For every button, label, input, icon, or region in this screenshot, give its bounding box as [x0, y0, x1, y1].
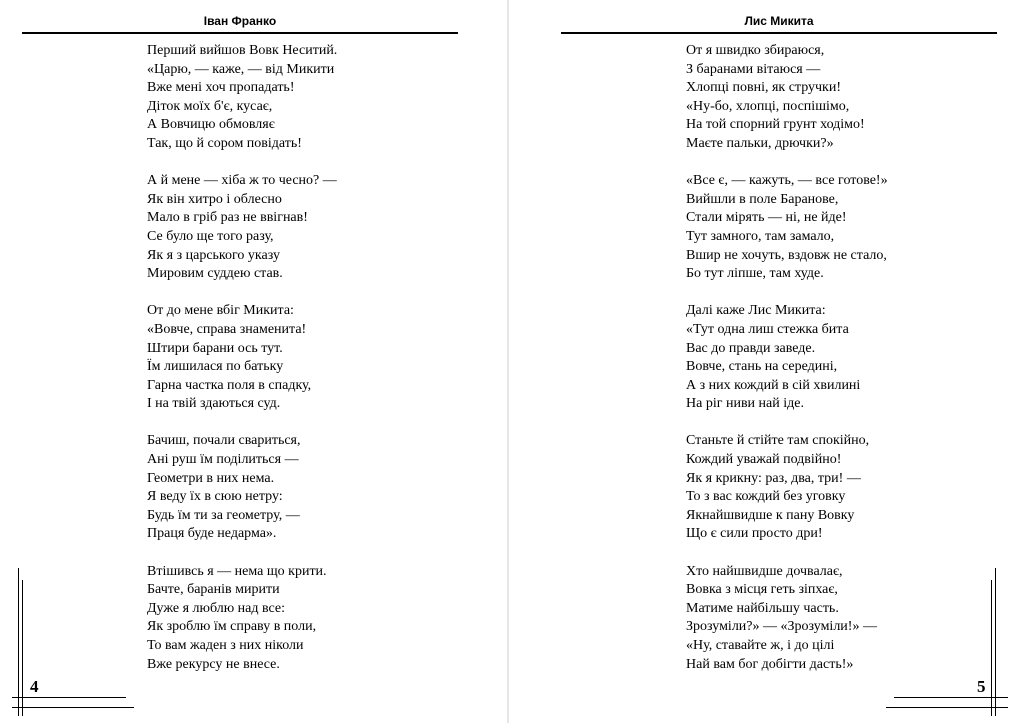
poem-line: Вовче, стань на середині,: [686, 359, 838, 375]
poem-line: Вже рекурсу не внесе.: [147, 656, 280, 672]
corner-rule: [995, 568, 996, 716]
poem-line: А з них кождий в сій хвилині: [686, 377, 861, 393]
stanza: [147, 563, 337, 675]
poem-line: А Вовчицю обмовляє: [147, 117, 275, 133]
poem-line: Маєте пальки, дрючки?»: [686, 135, 834, 151]
stanza: [686, 302, 888, 414]
header-rule: [22, 32, 458, 34]
stanza: [686, 563, 888, 675]
stanza: [686, 432, 888, 544]
poem-line: То вам жаден з них ніколи: [147, 638, 304, 653]
corner-rule: [22, 580, 23, 716]
poem-line: І на твій здаються суд.: [147, 396, 281, 412]
poem-line: Як зроблю їм справу в поли,: [147, 619, 317, 635]
poem-line: Втішивсь я — нема що крити.: [147, 563, 327, 579]
poem-line: Як я з царського указу: [147, 247, 280, 263]
poem-line: Далі каже Лис Микита:: [686, 303, 826, 319]
poem-line: Якнайшвидше к пану Вовку: [686, 507, 855, 523]
corner-rule: [12, 697, 126, 698]
corner-rule: [991, 580, 992, 716]
poem-line: Хто найшвидше дочвалає,: [686, 563, 843, 579]
poem-line: Так, що й сором повідать!: [147, 135, 302, 151]
poem-line: Перший вийшов Вовк Неситий.: [147, 43, 338, 58]
poem-line: Най вам бог добігти дасть!»: [686, 656, 854, 672]
poem-line: Мало в гріб раз не ввігнав!: [147, 210, 308, 226]
poem-text: [686, 42, 888, 693]
poem-line: Станьте й стійте там спокійно,: [686, 433, 870, 449]
poem-line: Кождий уважай подвійно!: [686, 452, 842, 468]
poem-line: «Ну, ставайте ж, і до цілі: [686, 638, 835, 653]
poem-line: Геометри в них нема.: [147, 470, 275, 486]
stanza: [147, 172, 337, 284]
stanza: [147, 432, 337, 544]
page-number: 5: [977, 677, 986, 696]
poem-line: Ані руш їм поділиться —: [147, 452, 299, 468]
poem-line: «Царю, — каже, — від Микити: [147, 61, 335, 77]
poem-line: На ріг ниви най іде.: [686, 396, 804, 412]
poem-line: Праця буде недарма».: [147, 526, 277, 542]
poem-line: Дуже я люблю над все:: [147, 600, 286, 616]
poem-line: «Тут одна лиш стежка бита: [686, 321, 849, 337]
poem-line: Вас до правди заведе.: [686, 340, 816, 356]
header-rule: [561, 32, 997, 34]
poem-line: Штири барани ось тут.: [147, 340, 283, 356]
poem-line: Зрозуміли?» — «Зрозуміли!» —: [686, 619, 877, 635]
poem-line: Мировим суддею став.: [147, 266, 283, 282]
poem-line: Бачиш, почали свариться,: [147, 433, 301, 449]
poem-line: Як я крикну: раз, два, три! —: [686, 470, 861, 486]
poem-line: Будь їм ти за геометру, —: [147, 507, 300, 523]
corner-rule: [886, 707, 1008, 708]
stanza: [686, 172, 888, 284]
poem-line: Діток моїх б'є, кусає,: [147, 98, 273, 114]
poem-line: От до мене вбіг Микита:: [147, 303, 294, 319]
stanza: [686, 42, 888, 154]
poem-line: Хлопці повні, як стручки!: [686, 80, 842, 96]
poem-line: Стали мірять — ні, не йде!: [686, 210, 847, 226]
poem-line: Се було ще того разу,: [147, 228, 274, 244]
corner-rule: [894, 697, 1008, 698]
page-number: 4: [30, 677, 39, 696]
right-page: [509, 0, 1014, 723]
poem-line: Вшир не хочуть, вздовж не стало,: [686, 247, 887, 263]
poem-text: [147, 42, 337, 693]
left-running-header: Іван Франко: [203, 14, 277, 28]
stanza: [147, 302, 337, 414]
corner-rule: [12, 707, 134, 708]
poem-line: А й мене — хіба ж то чесно? —: [147, 173, 337, 189]
poem-line: Як він хитро і облесно: [147, 191, 282, 207]
poem-line: Тут замного, там замало,: [686, 228, 835, 244]
poem-line: Гарна частка поля в спадку,: [147, 377, 312, 393]
poem-line: Вже мені хоч пропадать!: [147, 80, 295, 96]
stanza: [147, 42, 337, 154]
corner-rule: [18, 568, 19, 716]
poem-line: Їм лишилася по батьку: [147, 359, 284, 375]
poem-line: Я веду їх в сюю нетру:: [147, 489, 283, 505]
poem-line: «Все є, — кажуть, — все готове!»: [686, 173, 888, 189]
poem-line: На той спорний грунт ходімо!: [686, 117, 865, 133]
poem-line: Вийшли в поле Баранове,: [686, 191, 839, 207]
poem-line: «Вовче, справа знаменита!: [147, 321, 307, 337]
poem-line: З баранами вітаюся —: [686, 61, 821, 77]
right-running-header: Лис Микита: [744, 14, 814, 28]
poem-line: Матиме найбільшу часть.: [686, 600, 839, 616]
poem-line: Що є сили просто дри!: [686, 526, 823, 542]
poem-line: Бачте, баранів мирити: [147, 582, 280, 598]
poem-line: То з вас кождий без уговку: [686, 489, 846, 505]
poem-line: Бо тут ліпше, там худе.: [686, 266, 824, 282]
poem-line: От я швидко збираюся,: [686, 43, 825, 58]
poem-line: «Ну-бо, хлопці, поспішімо,: [686, 98, 850, 114]
poem-line: Вовка з місця геть зіпхає,: [686, 582, 838, 598]
